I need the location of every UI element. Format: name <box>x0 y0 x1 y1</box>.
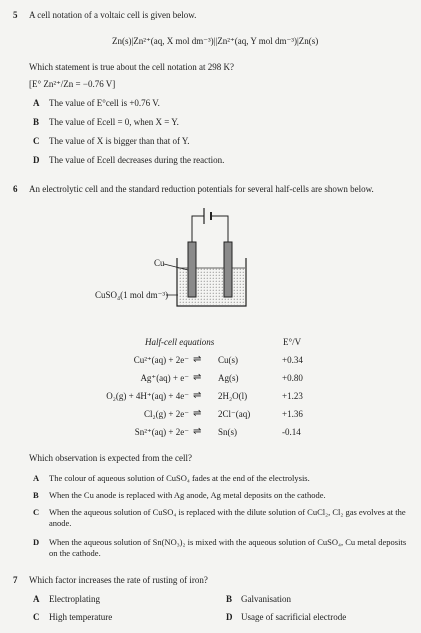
cu-leader-line <box>164 264 188 270</box>
table-row-right: Ag(s) <box>218 373 239 383</box>
q5-option-d-text[interactable]: The value of Ecell decreases during the reaction. <box>49 155 225 165</box>
q5-stem: A cell notation of a voltaic cell is given below. <box>29 10 197 20</box>
left-electrode <box>188 242 196 297</box>
equilibrium-arrow-icon: ⇌ <box>193 408 201 419</box>
q7-option-c-letter[interactable]: C <box>33 612 40 622</box>
q6-option-b-text[interactable]: When the Cu anode is replaced with Ag anode, Ag metal deposits on the cathode. <box>49 490 326 500</box>
q6-number: 6 <box>13 184 18 194</box>
table-row-value: +1.23 <box>282 391 303 401</box>
q5-cell-notation: Zn(s)|Zn²⁺(aq, X mol dm⁻³)||Zn²⁺(aq, Y mol dm⁻³)|Zn(s) <box>112 36 319 46</box>
q5-option-b-text[interactable]: The value of Ecell = 0, when X = Y. <box>49 117 179 127</box>
q6-option-a-text[interactable]: The colour of aqueous solution of CuSO₄ fades at the end of the electrolysis. <box>49 473 310 483</box>
q7-option-c-text[interactable]: High temperature <box>49 612 113 622</box>
table-row-value: +0.80 <box>282 373 303 383</box>
q7-stem: Which factor increases the rate of rusting of iron? <box>29 575 208 585</box>
wire-right <box>212 216 228 242</box>
q6-option-c-letter[interactable]: C <box>33 507 40 517</box>
q5-option-b-letter[interactable]: B <box>33 117 40 127</box>
equilibrium-arrow-icon: ⇌ <box>193 354 201 365</box>
q5-option-a-letter[interactable]: A <box>33 98 40 108</box>
equilibrium-arrow-icon: ⇌ <box>193 390 201 401</box>
table-row-right: Sn(s) <box>218 427 238 437</box>
q5-number: 5 <box>13 10 18 20</box>
right-electrode <box>224 242 232 297</box>
q5-given-potential: [E° Zn²⁺/Zn = −0.76 V] <box>29 79 116 89</box>
q6-question: Which observation is expected from the cell? <box>29 453 192 463</box>
q6-option-d-letter[interactable]: D <box>33 537 40 547</box>
solution-label: CuSO₄(1 mol dm⁻³) <box>95 290 169 300</box>
table-header-potential: E°/V <box>283 337 302 347</box>
equilibrium-arrow-icon: ⇌ <box>193 372 201 383</box>
wire-left <box>192 216 204 242</box>
table-row-left: Sn²⁺(aq) + 2e⁻ <box>134 427 189 437</box>
q7-option-d-text[interactable]: Usage of sacrificial electrode <box>241 612 347 622</box>
q6-stem: An electrolytic cell and the standard reduction potentials for several half-cells are shown below. <box>29 184 374 194</box>
q7-option-d-letter[interactable]: D <box>226 612 233 622</box>
q7-option-b-letter[interactable]: B <box>226 594 233 604</box>
q6-option-b-letter[interactable]: B <box>33 490 39 500</box>
table-row-left: Ag⁺(aq) + e⁻ <box>140 373 189 383</box>
table-row-value: -0.14 <box>282 427 301 437</box>
q5-option-c-text[interactable]: The value of X is bigger than that of Y. <box>49 136 190 146</box>
table-row-right: 2H₂O(l) <box>218 391 248 401</box>
q5-option-d-letter[interactable]: D <box>33 155 40 165</box>
table-row-left: Cl₂(g) + 2e⁻ <box>144 409 189 419</box>
table-row-value: +0.34 <box>282 355 303 365</box>
q7-option-a-text[interactable]: Electroplating <box>49 594 100 604</box>
q5-question: Which statement is true about the cell notation at 298 K? <box>29 62 234 72</box>
table-row-value: +1.36 <box>282 409 303 419</box>
table-row-right: 2Cl⁻(aq) <box>218 409 251 419</box>
table-row-left: Cu²⁺(aq) + 2e⁻ <box>133 355 189 365</box>
table-row-right: Cu(s) <box>218 355 238 365</box>
q6-option-d-text[interactable]: When the aqueous solution of Sn(NO₃)₂ is mixed with the aqueous solution of CuSO₄, Cu metal deposits on the cathode. <box>49 537 407 558</box>
table-row-left: O₂(g) + 4H⁺(aq) + 4e⁻ <box>106 391 189 401</box>
equilibrium-arrow-icon: ⇌ <box>193 426 201 437</box>
q5-option-c-letter[interactable]: C <box>33 136 40 146</box>
q7-option-a-letter[interactable]: A <box>33 594 40 604</box>
q6-option-a-letter[interactable]: A <box>33 473 40 483</box>
table-header-equations: Half-cell equations <box>145 337 215 347</box>
q7-option-b-text[interactable]: Galvanisation <box>241 594 291 604</box>
q7-number: 7 <box>13 575 18 585</box>
q6-option-c-text[interactable]: When the aqueous solution of CuSO₄ is replaced with the dilute solution of CuCl₂, Cl₂ gas evolves at the anode. <box>49 507 406 528</box>
q5-option-a-text[interactable]: The value of E°cell is +0.76 V. <box>49 98 160 108</box>
electrode-label: Cu <box>154 258 165 268</box>
